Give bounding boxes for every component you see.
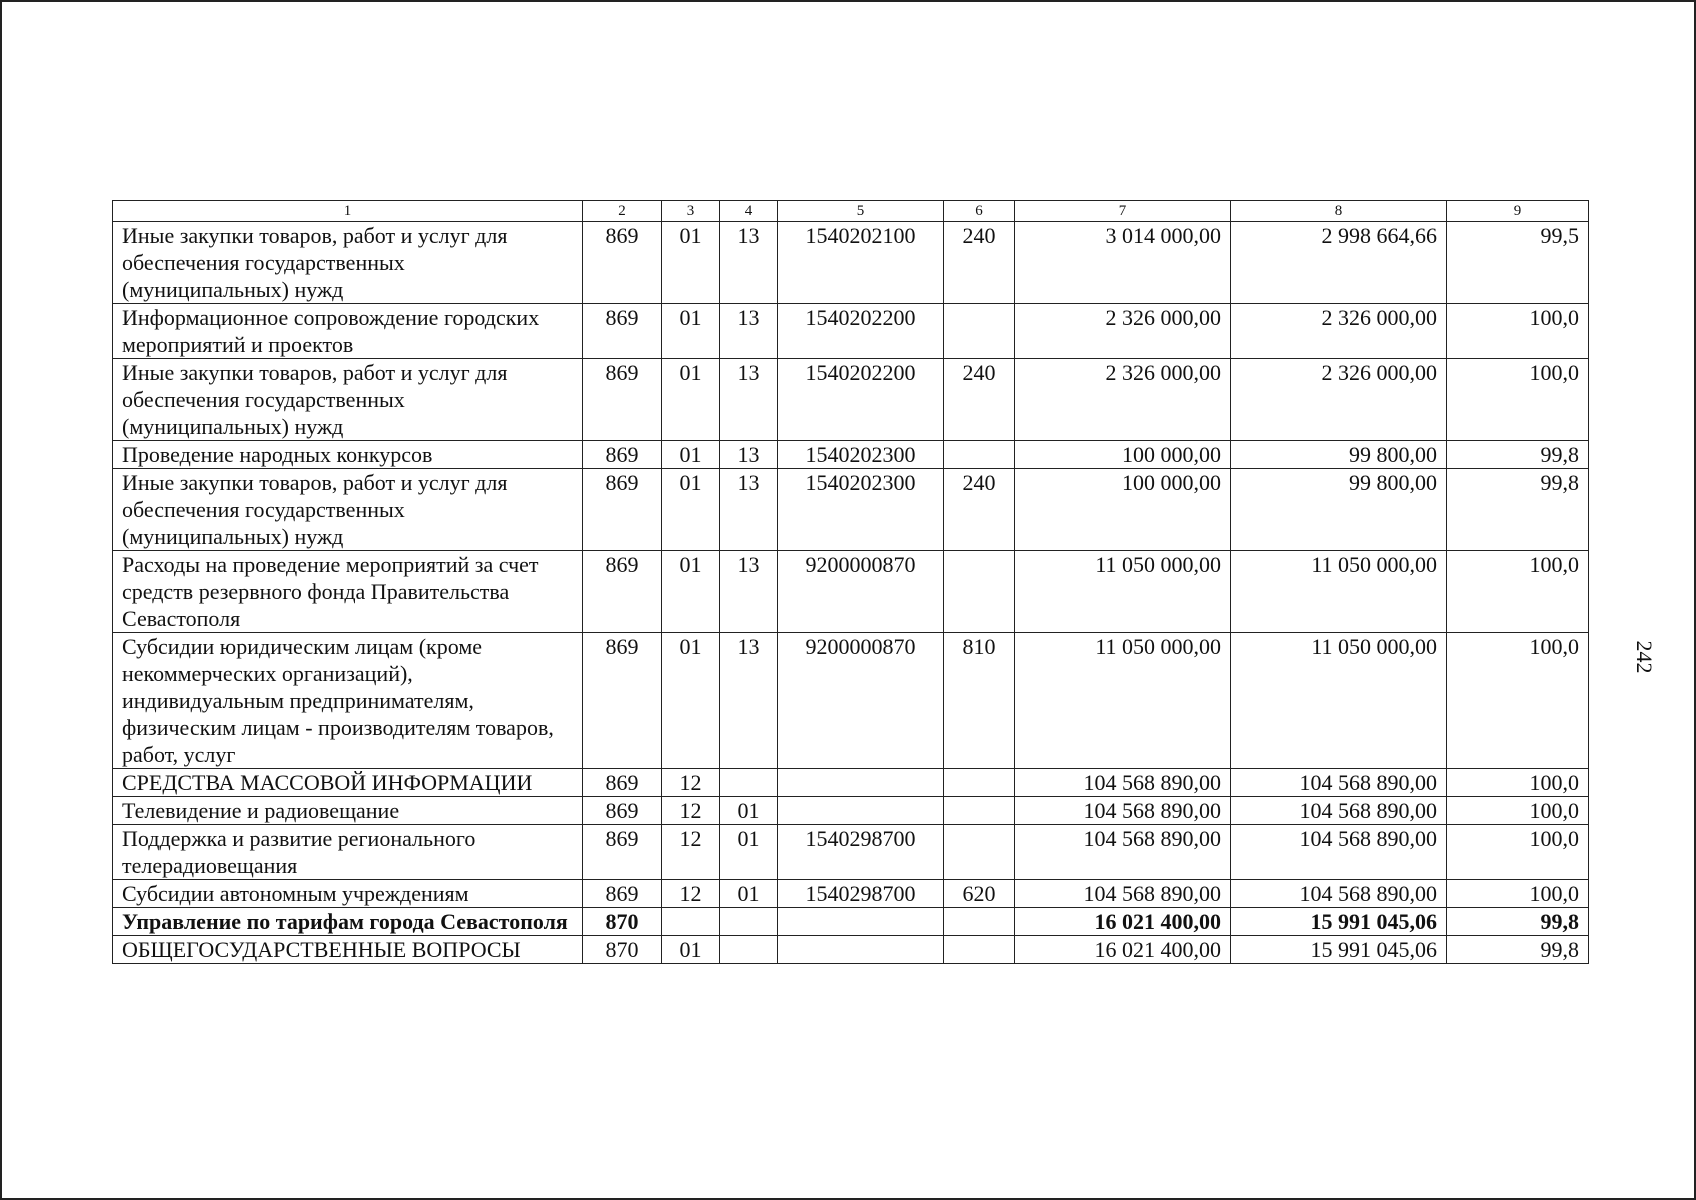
table-header-row [113,201,1589,222]
planned-amount-cell: 2 326 000,00 [1015,359,1231,441]
table-row [113,359,1589,441]
ministry-code-cell: 869 [583,633,662,769]
planned-amount-cell: 104 568 890,00 [1015,825,1231,880]
target-article-cell: 1540202300 [778,469,944,551]
table-row [113,797,1589,825]
planned-amount-cell: 16 021 400,00 [1015,936,1231,964]
section-code-cell [662,908,720,936]
column-header: 4 [720,201,778,222]
actual-amount-cell: 11 050 000,00 [1231,551,1447,633]
expense-type-cell [944,304,1015,359]
row-name-cell: Иные закупки товаров, работ и услуг для обеспечения государственных (муниципальных) нужд [113,359,583,441]
subsection-code-cell: 01 [720,825,778,880]
expense-type-cell: 240 [944,469,1015,551]
column-header: 2 [583,201,662,222]
row-name-cell: СРЕДСТВА МАССОВОЙ ИНФОРМАЦИИ [113,769,583,797]
execution-percent-cell: 99,8 [1447,908,1589,936]
section-code-cell: 01 [662,633,720,769]
execution-percent-cell: 100,0 [1447,633,1589,769]
row-name-cell: Иные закупки товаров, работ и услуг для обеспечения государственных (муниципальных) нужд [113,469,583,551]
actual-amount-cell: 104 568 890,00 [1231,825,1447,880]
actual-amount-cell: 104 568 890,00 [1231,769,1447,797]
column-header: 1 [113,201,583,222]
column-header: 9 [1447,201,1589,222]
subsection-code-cell [720,936,778,964]
table-row [113,551,1589,633]
table-body [113,222,1589,964]
expense-type-cell [944,936,1015,964]
section-code-cell: 01 [662,441,720,469]
subsection-code-cell [720,908,778,936]
column-header: 8 [1231,201,1447,222]
expense-type-cell: 810 [944,633,1015,769]
target-article-cell: 9200000870 [778,633,944,769]
subsection-code-cell: 13 [720,441,778,469]
execution-percent-cell: 100,0 [1447,880,1589,908]
subsection-code-cell: 01 [720,797,778,825]
ministry-code-cell: 869 [583,304,662,359]
ministry-code-cell: 869 [583,797,662,825]
budget-table [112,200,1589,964]
ministry-code-cell: 869 [583,222,662,304]
subsection-code-cell: 13 [720,304,778,359]
section-code-cell: 01 [662,469,720,551]
table-row [113,825,1589,880]
expense-type-cell: 620 [944,880,1015,908]
section-code-cell: 12 [662,880,720,908]
planned-amount-cell: 11 050 000,00 [1015,633,1231,769]
table-row [113,469,1589,551]
actual-amount-cell: 99 800,00 [1231,441,1447,469]
execution-percent-cell: 100,0 [1447,825,1589,880]
row-name-cell: Управление по тарифам города Севастополя [113,908,583,936]
expense-type-cell [944,769,1015,797]
table-row [113,908,1589,936]
target-article-cell: 1540202200 [778,304,944,359]
subsection-code-cell [720,769,778,797]
actual-amount-cell: 15 991 045,06 [1231,936,1447,964]
actual-amount-cell: 2 998 664,66 [1231,222,1447,304]
execution-percent-cell: 100,0 [1447,359,1589,441]
execution-percent-cell: 99,8 [1447,469,1589,551]
expense-type-cell [944,441,1015,469]
table-row [113,441,1589,469]
ministry-code-cell: 870 [583,936,662,964]
column-header: 3 [662,201,720,222]
execution-percent-cell: 99,8 [1447,441,1589,469]
planned-amount-cell: 104 568 890,00 [1015,880,1231,908]
section-code-cell: 01 [662,936,720,964]
target-article-cell [778,797,944,825]
section-code-cell: 12 [662,797,720,825]
planned-amount-cell: 2 326 000,00 [1015,304,1231,359]
ministry-code-cell: 869 [583,359,662,441]
column-header: 7 [1015,201,1231,222]
planned-amount-cell: 11 050 000,00 [1015,551,1231,633]
table-row [113,880,1589,908]
subsection-code-cell: 13 [720,469,778,551]
table-row [113,633,1589,769]
row-name-cell: Поддержка и развитие регионального телерадиовещания [113,825,583,880]
subsection-code-cell: 01 [720,880,778,908]
expense-type-cell [944,825,1015,880]
ministry-code-cell: 869 [583,825,662,880]
actual-amount-cell: 11 050 000,00 [1231,633,1447,769]
column-header: 5 [778,201,944,222]
expense-type-cell [944,551,1015,633]
execution-percent-cell: 99,8 [1447,936,1589,964]
actual-amount-cell: 104 568 890,00 [1231,880,1447,908]
section-code-cell: 01 [662,359,720,441]
expense-type-cell: 240 [944,222,1015,304]
execution-percent-cell: 100,0 [1447,304,1589,359]
actual-amount-cell: 15 991 045,06 [1231,908,1447,936]
ministry-code-cell: 869 [583,880,662,908]
planned-amount-cell: 104 568 890,00 [1015,769,1231,797]
table-row [113,769,1589,797]
table-row [113,304,1589,359]
target-article-cell: 1540202300 [778,441,944,469]
planned-amount-cell: 3 014 000,00 [1015,222,1231,304]
actual-amount-cell: 2 326 000,00 [1231,304,1447,359]
actual-amount-cell: 104 568 890,00 [1231,797,1447,825]
section-code-cell: 01 [662,222,720,304]
row-name-cell: Субсидии юридическим лицам (кроме некоммерческих организаций), индивидуальным предпринимателям, физическим лицам - производителям товаров, работ, услуг [113,633,583,769]
target-article-cell: 1540202100 [778,222,944,304]
ministry-code-cell: 870 [583,908,662,936]
target-article-cell [778,908,944,936]
subsection-code-cell: 13 [720,633,778,769]
ministry-code-cell: 869 [583,441,662,469]
expense-type-cell [944,797,1015,825]
row-name-cell: ОБЩЕГОСУДАРСТВЕННЫЕ ВОПРОСЫ [113,936,583,964]
planned-amount-cell: 16 021 400,00 [1015,908,1231,936]
row-name-cell: Телевидение и радиовещание [113,797,583,825]
section-code-cell: 12 [662,769,720,797]
target-article-cell: 1540298700 [778,880,944,908]
row-name-cell: Проведение народных конкурсов [113,441,583,469]
row-name-cell: Субсидии автономным учреждениям [113,880,583,908]
subsection-code-cell: 13 [720,359,778,441]
page-number: 242 [1632,640,1657,674]
ministry-code-cell: 869 [583,769,662,797]
table-row [113,936,1589,964]
subsection-code-cell: 13 [720,551,778,633]
target-article-cell [778,769,944,797]
row-name-cell: Расходы на проведение мероприятий за счет средств резервного фонда Правительства Севастополя [113,551,583,633]
execution-percent-cell: 100,0 [1447,769,1589,797]
execution-percent-cell: 99,5 [1447,222,1589,304]
row-name-cell: Иные закупки товаров, работ и услуг для обеспечения государственных (муниципальных) нужд [113,222,583,304]
table-row [113,222,1589,304]
target-article-cell: 1540298700 [778,825,944,880]
actual-amount-cell: 99 800,00 [1231,469,1447,551]
row-name-cell: Информационное сопровождение городских мероприятий и проектов [113,304,583,359]
section-code-cell: 01 [662,551,720,633]
expense-type-cell: 240 [944,359,1015,441]
subsection-code-cell: 13 [720,222,778,304]
planned-amount-cell: 100 000,00 [1015,441,1231,469]
ministry-code-cell: 869 [583,551,662,633]
section-code-cell: 12 [662,825,720,880]
target-article-cell: 1540202200 [778,359,944,441]
target-article-cell: 9200000870 [778,551,944,633]
planned-amount-cell: 100 000,00 [1015,469,1231,551]
execution-percent-cell: 100,0 [1447,551,1589,633]
planned-amount-cell: 104 568 890,00 [1015,797,1231,825]
ministry-code-cell: 869 [583,469,662,551]
column-header: 6 [944,201,1015,222]
target-article-cell [778,936,944,964]
actual-amount-cell: 2 326 000,00 [1231,359,1447,441]
expense-type-cell [944,908,1015,936]
execution-percent-cell: 100,0 [1447,797,1589,825]
section-code-cell: 01 [662,304,720,359]
